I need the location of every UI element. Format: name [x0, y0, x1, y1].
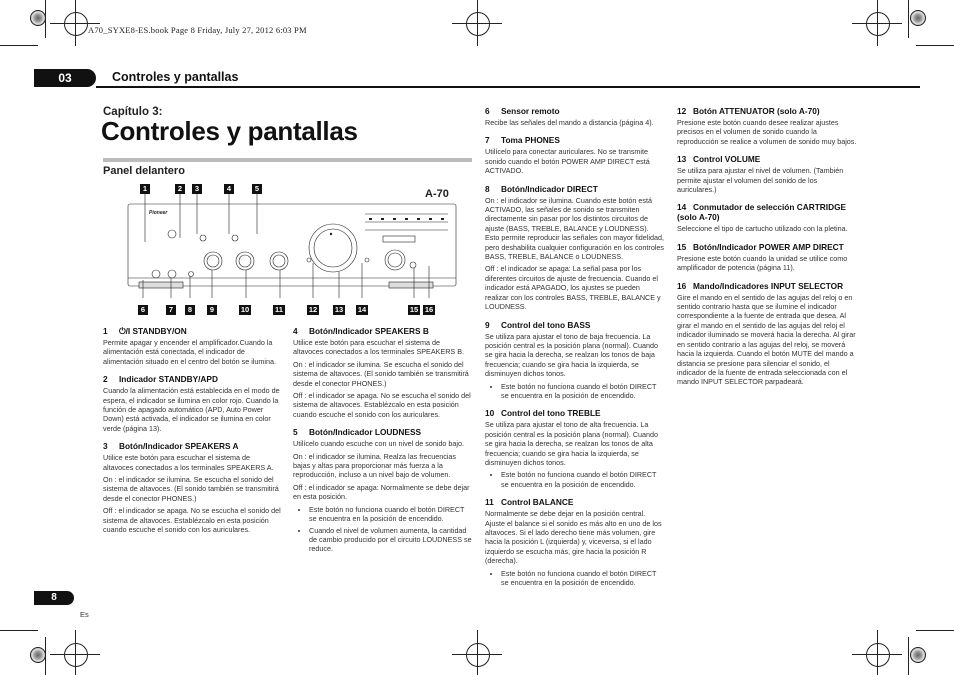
item-title-standby-apd: Indicador STANDBY/APD: [119, 374, 218, 385]
item-number: 14: [677, 202, 687, 213]
item-number: 3: [103, 441, 108, 452]
column-3: [485, 106, 665, 590]
model-label: A-70: [425, 188, 449, 200]
chapter-number-tab: 03: [34, 69, 96, 87]
item-title-attenuator: Botón ATTENUATOR (solo A-70): [693, 106, 820, 116]
callout-6: 6: [138, 305, 148, 315]
callout-4: 4: [224, 184, 234, 194]
front-panel-figure: [103, 178, 473, 320]
item-text: On : el indicador se ilumina. Cuando este botón está ACTIVADO, las señales de sonido se transmiten directamente sin pasar por los distintos circuitos de ajuste (BASS, TREBLE, BALANCE y LOUDNESS). Esto permite reproducir las señales con mayor fidelidad, pero deshabilita cualquier configuración en los controles BASS, TREBLE, BALANCE o LOUDNESS.: [485, 195, 664, 262]
column-1: [103, 326, 281, 538]
list-item: • Este botón no funciona cuando el botón DIRECT se encuentra en la posición de encendido.: [501, 382, 665, 401]
list-item: • Este botón no funciona cuando el botón DIRECT se encuentra en la posición de encendido.: [309, 505, 472, 524]
callout-12: 12: [308, 305, 318, 314]
item-number: 16: [677, 280, 687, 291]
item-number: 5: [293, 427, 298, 438]
brand-logo: Pioneer: [149, 210, 168, 216]
chapter-label: Capítulo 3:: [103, 106, 163, 118]
callout-9: 9: [207, 305, 217, 315]
item-title-speakers-b: Botón/Indicador SPEAKERS B: [309, 326, 429, 336]
item-text: Normalmente se debe dejar en la posición central. Ajuste el balance si el sonido es más alto en uno de los altavoces. Si el lado derecho tiene más volumen, gire hacia la posición L (izquierda) y, viceversa, si el lado izquierdo se escucha más, gire hacia la posición R (derecha).: [485, 509, 662, 566]
callout-2: 2: [175, 184, 185, 194]
item-number: 9: [485, 319, 490, 330]
item-number: 8: [485, 183, 490, 194]
section-divider: [103, 158, 472, 162]
item-text: Presione este botón cuando la unidad se utilice como amplificador de potencia (página 11).: [677, 253, 848, 273]
language-code: Es: [80, 610, 89, 619]
item-text: Utilícelo cuando escuche con un nivel de sonido bajo.: [293, 439, 465, 449]
item-number: 1: [103, 326, 108, 336]
item-text: Permite apagar y encender el amplificador.Cuando la alimentación está conectada, el indicador de alimentación situado en el centro del botón se ilumina.: [103, 338, 277, 366]
callout-3: 3: [192, 184, 202, 194]
callout-14: 14: [357, 305, 367, 314]
item-number: 4: [293, 326, 298, 336]
item-text: Off : el indicador se apaga: La señal pasa por los diferentes circuitos de ajuste de frecuencia. Cuando el indicador está APAGADO, los ajustes se pueden realizar con los controles BASS, TREBLE, BALANCE y LOUDNESS.: [485, 264, 661, 312]
item-number: 13: [677, 154, 687, 165]
item-title-phones: Toma PHONES: [501, 135, 560, 146]
item-text: Presione este botón cuando desee realizar ajustes precisos en el volumen de sonido cuando la reproducción se realice a volumen de sonido muy bajos.: [677, 118, 857, 146]
list-item: • Este botón no funciona cuando el botón DIRECT se encuentra en la posición de encendido.: [501, 569, 665, 588]
callout-8: 8: [185, 305, 195, 315]
item-number: 15: [677, 241, 687, 252]
item-number: 11: [485, 497, 494, 508]
column-2: [293, 326, 472, 557]
callout-7: 7: [166, 305, 176, 315]
item-number: 2: [103, 374, 108, 385]
item-title-direct: Botón/Indicador DIRECT: [501, 183, 598, 194]
item-text: Utilice este botón para escuchar el sistema de altavoces conectados a los terminales SPEAKERS B.: [293, 338, 464, 357]
item-title-cartridge: Conmutador de selección CARTRIDGE (solo A-70): [677, 202, 847, 223]
item-number: 7: [485, 135, 490, 146]
item-text: Se utiliza para ajustar el tono de baja frecuencia. La posición central es la posición plana (normal). Cuando se gira hacia la derecha, se realzan los tonos de baja frecuencia; cuando se gira hacia la izquierda, se disminuyen dichos tonos.: [485, 331, 658, 379]
item-text: Utilice este botón para escuchar el sistema de altavoces conectados a los terminales SPEAKERS A.: [103, 453, 274, 472]
page-number: 8: [34, 591, 74, 605]
callout-15: 15: [409, 305, 419, 314]
callout-1: 1: [140, 184, 150, 194]
item-text: Off : el indicador se apaga: Normalmente se debe dejar en esta posición.: [293, 482, 470, 502]
item-text: Seleccione el tipo de cartucho utilizado con la pletina.: [677, 224, 848, 234]
item-title-bass: Control del tono BASS: [501, 319, 591, 330]
item-number: 6: [485, 106, 490, 116]
item-text: Gire el mando en el sentido de las agujas del reloj o en sentido contrario hasta que se ilumine el indicador correspondiente a la fuente de entrada que desea. Al girar el mando en el sentido de las agujas del reloj el indicador iluminado se moverá hacia la derecha. Al girar en sentido contrario a las agujas del reloj, se moverá hacia la izquierda. Cuando el botón MUTE del mando a distancia se presione para silenciar el sonido, el indicador de la fuente de entrada seleccionada con el mando INPUT SELECTOR parpadeará.: [677, 292, 856, 387]
callout-16: 16: [424, 305, 434, 314]
callout-10: 10: [240, 305, 250, 314]
item-title-loudness: Botón/Indicador LOUDNESS: [309, 427, 422, 438]
callout-5: 5: [252, 184, 262, 194]
item-text: On : el indicador se ilumina. Se escucha el sonido del sistema de altavoces. (El sonido también se transmitirá desde el conector PHONES.): [293, 359, 469, 388]
column-4: [677, 106, 857, 390]
list-item: • Este botón no funciona cuando el botón DIRECT se encuentra en la posición de encendido.: [501, 470, 665, 489]
item-number: 10: [485, 408, 495, 419]
item-text: Se utiliza para ajustar el nivel de volumen. (También permite ajustar el volumen del sonido de los auriculares.): [677, 166, 844, 195]
item-title-speakers-a: Botón/Indicador SPEAKERS A: [119, 441, 239, 452]
item-text: Se utiliza para ajustar el tono de alta frecuencia. La posición central es la posición plana (normal). Cuando se gira hacia la derecha, se realzan los tonos de alta frecuencia; cuando se gira hacia la izquierda, se disminuyen dichos tonos.: [485, 420, 658, 467]
item-text: Utilícelo para conectar auriculares. No se transmite sonido cuando el botón POWER AMP DIRECT está ACTIVADO.: [485, 147, 650, 176]
item-text: Recibe las señales del mando a distancia (página 4).: [485, 118, 654, 127]
callout-13: 13: [334, 305, 344, 314]
item-text: Off : el indicador se apaga. No se escucha el sonido del sistema de altavoces. Establézcalo en esta posición cuando escuche el sonido con los auriculares.: [103, 506, 281, 535]
item-number: 12: [677, 106, 687, 116]
chapter-header-rule: [96, 86, 920, 88]
item-title-volume: Control VOLUME: [693, 154, 761, 165]
item-title-standby-on: ⏻/I STANDBY/ON: [119, 326, 187, 336]
page-title: Controles y pantallas: [101, 116, 358, 146]
item-text: Off : el indicador se apaga. No se escucha el sonido del sistema de altavoces. Establézcalo en esta posición cuando escuche el sonido con los auriculares.: [293, 391, 471, 419]
book-header-line: A70_SYXE8-ES.book Page 8 Friday, July 27, 2012 6:03 PM: [88, 25, 307, 35]
chapter-header-title: Controles y pantallas: [112, 70, 239, 84]
item-text: On : el indicador se ilumina. Se escucha el sonido del sistema de altavoces. (El sonido también se transmitirá desde el conector PHONES.): [103, 475, 279, 503]
section-title: Panel delantero: [103, 165, 185, 177]
item-title-input-selector: Mando/Indicadores INPUT SELECTOR: [693, 280, 844, 291]
item-text: Cuando la alimentación está establecida en el modo de espera, el indicador se ilumina en color rojo. Cuando la función de apagado automático (APD, Auto Power Down) está activada, el indicador se ilumina en color verde (página 13).: [103, 386, 280, 433]
amplifier-front-panel-drawing: [103, 178, 473, 320]
item-title-balance: Control BALANCE: [501, 497, 574, 508]
item-title-remote-sensor: Sensor remoto: [501, 106, 560, 116]
item-title-treble: Control del tono TREBLE: [501, 408, 601, 419]
callout-11: 11: [273, 305, 285, 315]
item-title-power-amp-direct: Botón/Indicador POWER AMP DIRECT: [693, 241, 844, 252]
item-text: On : el indicador se ilumina. Realza las frecuencias bajas y altas para proporcionar más fuerza a la reproducción, incluso a un nivel bajo de volumen.: [293, 451, 456, 480]
list-item: • Cuando el nivel de volumen aumenta, la cantidad de cambio producido por el circuito LOUDNESS se reduce.: [309, 526, 472, 554]
